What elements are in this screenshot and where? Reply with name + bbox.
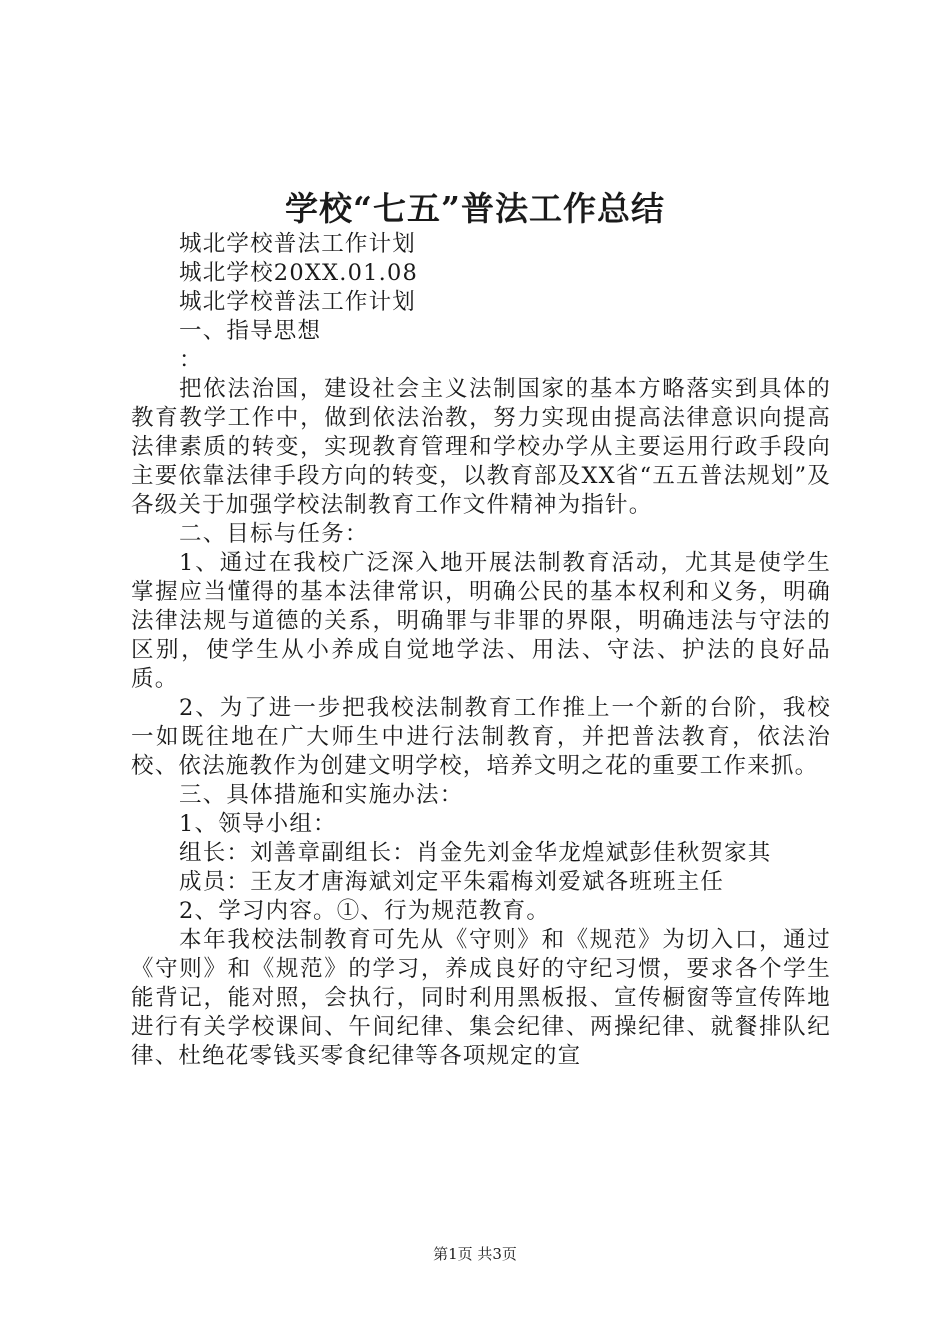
- paragraph: 城北学校20XX.01.08: [179, 260, 419, 286]
- section-heading: 一、指导思想: [179, 318, 322, 344]
- document-title: 学校“七五”普法工作总结: [285, 189, 665, 228]
- section-heading: 三、具体措施和实施办法：: [179, 782, 464, 808]
- paragraph: 城北学校普法工作计划: [179, 289, 417, 315]
- paragraph: 1、领导小组：: [179, 811, 337, 837]
- paragraph: 城北学校普法工作计划: [179, 231, 417, 257]
- paragraph: 成员：王友才唐海斌刘定平朱霜梅刘爱斌各班班主任: [179, 869, 725, 895]
- paragraph: 2、为了进一步把我校法制教育工作推上一个新的台阶，我校一如既往地在广大师生中进行法制教育，并把普法教育，依法治校、依法施教作为创建文明学校，培养文明之花的重要工作来抓。: [131, 695, 831, 779]
- paragraph: 1、通过在我校广泛深入地开展法制教育活动，尤其是使学生掌握应当懂得的基本法律常识，明确公民的基本权利和义务，明确法律法规与道德的关系，明确罪与非罪的界限，明确违法与守法的区别，使学生从小养成自觉地学法、用法、守法、护法的良好品质。: [131, 550, 831, 692]
- paragraph: 组长：刘善章副组长：肖金先刘金华龙煌斌彭佳秋贺家其: [179, 840, 772, 866]
- page-footer: 第1页 共3页: [433, 1245, 517, 1263]
- section-heading: 二、目标与任务：: [179, 521, 369, 547]
- document-body: [131, 230, 831, 1071]
- paragraph: ：: [179, 347, 203, 373]
- paragraph: 2、学习内容。①、行为规范教育。: [179, 898, 551, 924]
- paragraph: 本年我校法制教育可先从《守则》和《规范》为切入口，通过《守则》和《规范》的学习，养成良好的守纪习惯，要求各个学生能背记，能对照，会执行，同时利用黑板报、宣传橱窗等宣传阵地进行有关学校课间、午间纪律、集会纪律、两操纪律、就餐排队纪律、杜绝花零钱买零食纪律等各项规定的宣: [131, 927, 831, 1069]
- paragraph: 把依法治国，建设社会主义法制国家的基本方略落实到具体的教育教学工作中，做到依法治教，努力实现由提高法律意识向提高法律素质的转变，实现教育管理和学校办学从主要运用行政手段向主要依靠法律手段方向的转变，以教育部及XX省“五五普法规划”及各级关于加强学校法制教育工作文件精神为指针。: [131, 376, 831, 518]
